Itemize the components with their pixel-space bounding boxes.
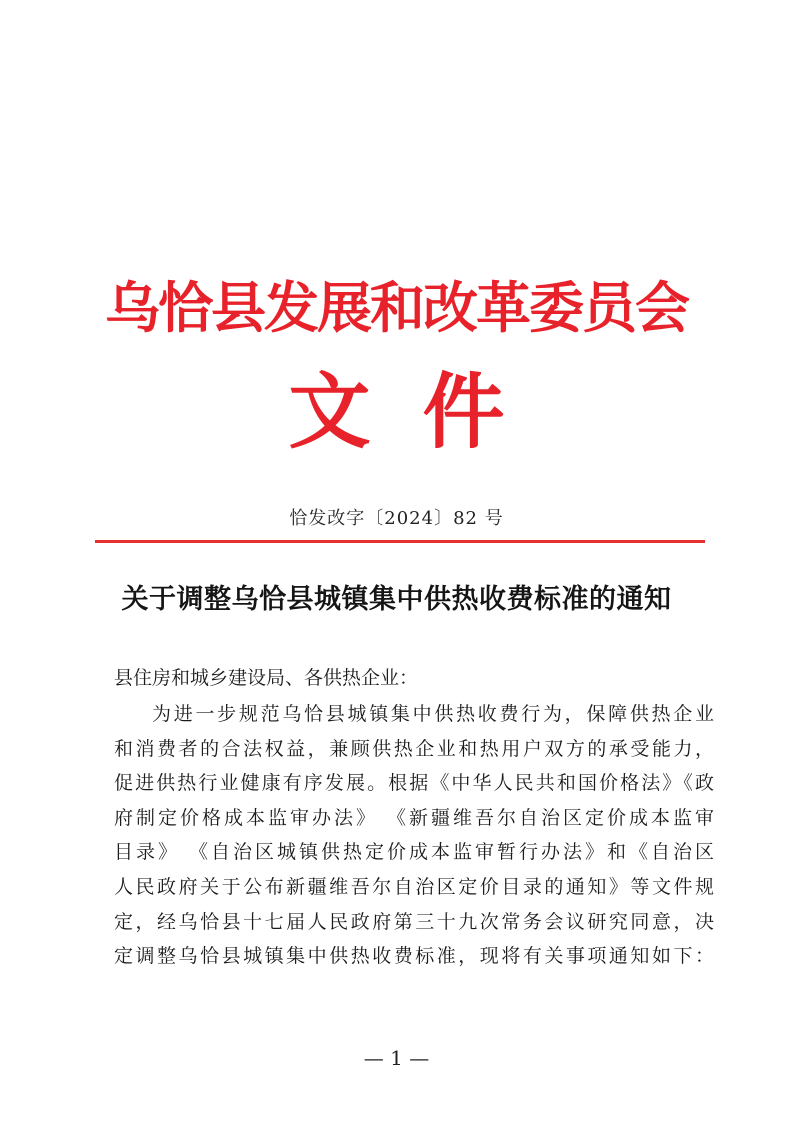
body-line: 目录》 《自治区城镇供热定价成本监审暂行办法》和《自治区 xyxy=(114,841,714,864)
document-type-char-2: 件 xyxy=(422,364,505,460)
page-number: — 1 — xyxy=(363,1046,430,1070)
body-line: 定调整乌恰县城镇集中供热收费标准，现将有关事项通知如下： xyxy=(114,945,714,968)
body-line: 促进供热行业健康有序发展。根据《中华人民共和国价格法》《政 xyxy=(114,772,714,795)
notice-title: 关于调整乌恰县城镇集中供热收费标准的通知 xyxy=(121,584,672,615)
addressee-line: 县住房和城乡建设局、各供热企业： xyxy=(114,667,419,689)
notice-body xyxy=(114,697,714,974)
document-type-char-1: 文 xyxy=(288,364,371,460)
red-separator-line xyxy=(95,540,705,543)
body-line: 和消费者的合法权益，兼顾供热企业和热用户双方的承受能力， xyxy=(114,737,714,760)
document-type-header xyxy=(0,362,793,462)
body-line: 为进一步规范乌恰县城镇集中供热收费行为，保障供热企业 xyxy=(152,703,714,725)
body-line: 府制定价格成本监审办法》 《新疆维吾尔自治区定价成本监审 xyxy=(114,806,714,829)
body-line: 定，经乌恰县十七届人民政府第三十九次常务会议研究同意，决 xyxy=(114,910,714,933)
body-line: 人民政府关于公布新疆维吾尔自治区定价目录的通知》等文件规 xyxy=(114,875,714,898)
document-number: 恰发改字〔2024〕82 号 xyxy=(289,508,504,529)
issuing-organization-header: 乌恰县发展和改革委员会 xyxy=(104,275,688,340)
